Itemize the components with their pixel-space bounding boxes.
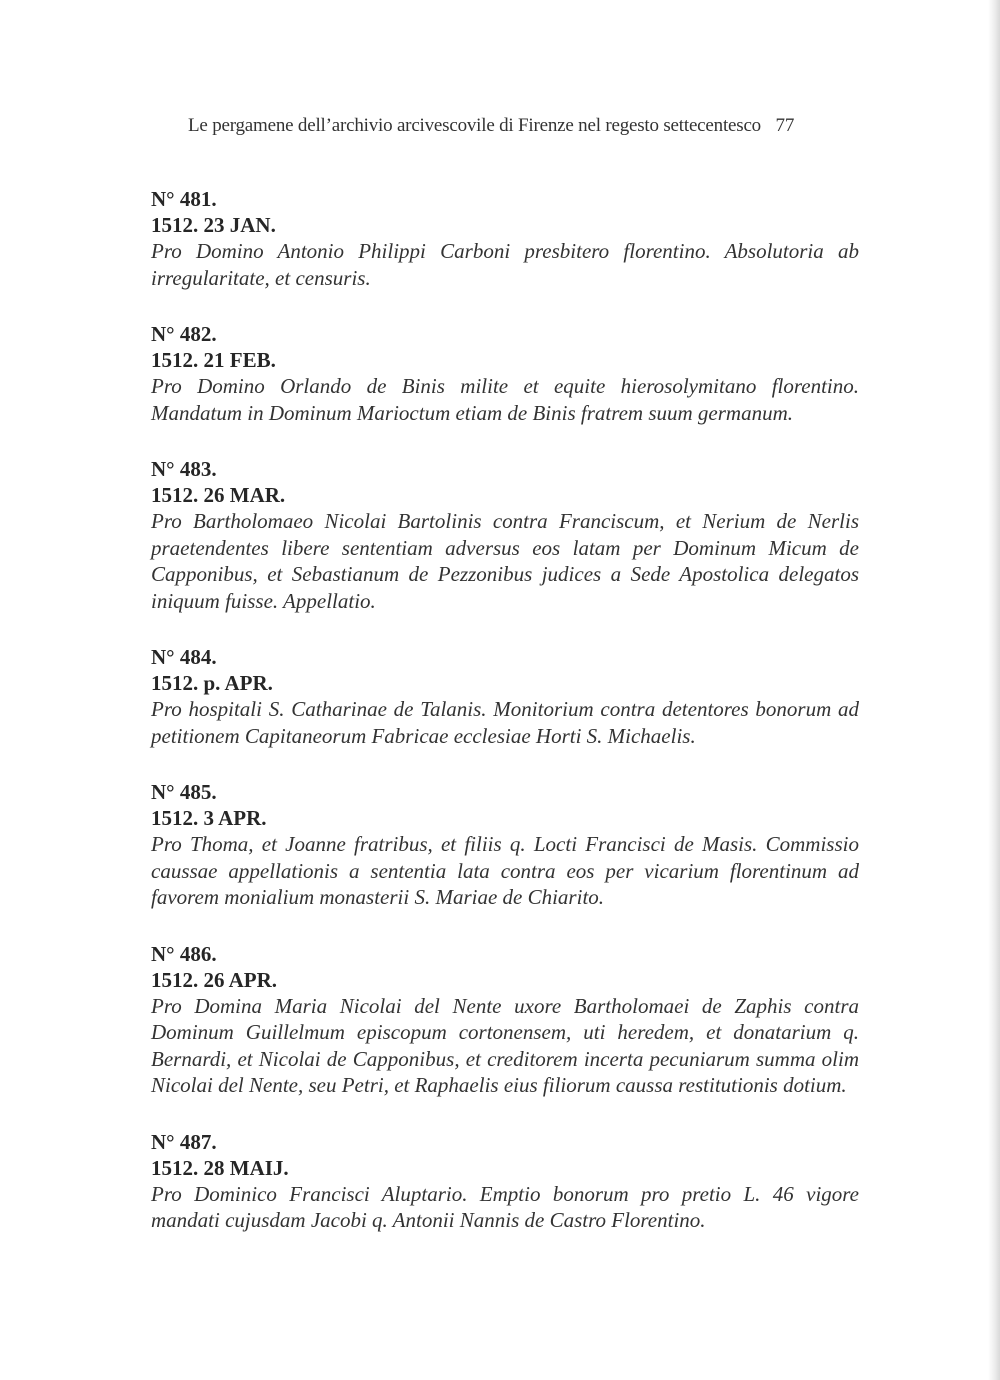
page-number: 77 bbox=[775, 115, 795, 136]
entry-486 bbox=[151, 941, 859, 1099]
entry-text: Pro Domino Antonio Philippi Carboni presbitero florentino. Absolutoria ab irregularitate, et censuris. bbox=[151, 239, 859, 290]
entry-number: N° 482. bbox=[151, 322, 217, 346]
entry-487 bbox=[151, 1129, 859, 1234]
entry-number: N° 483. bbox=[151, 457, 217, 481]
entry-date: 1512. p. APR. bbox=[151, 671, 273, 695]
entry-text: Pro hospitali S. Catharinae de Talanis. Monitorium contra detentores bonorum ad petitionem Capitaneorum Fabricae ecclesiae Horti S. Michaelis. bbox=[151, 697, 859, 748]
entry-482 bbox=[151, 321, 859, 426]
running-head-title: Le pergamene dell’archivio arcivescovile di Firenze nel regesto settecentesco bbox=[188, 115, 761, 136]
entry-date: 1512. 23 JAN. bbox=[151, 213, 276, 237]
entry-number: N° 485. bbox=[151, 780, 217, 804]
entry-text: Pro Domina Maria Nicolai del Nente uxore Bartholomaei de Zaphis contra Dominum Guillelmum episcopum cortonensem, uti heredem, et donatarium q. Bernardi, et Nicolai de Capponibus, et creditorem incerta pecuniarum summa olim Nicolai del Nente, seu Petri, et Raphaelis eius filiorum caussa restitutionis dotium. bbox=[151, 993, 859, 1097]
entry-number: N° 484. bbox=[151, 645, 217, 669]
entry-484 bbox=[151, 644, 859, 749]
entry-number: N° 487. bbox=[151, 1129, 217, 1154]
entry-text: Pro Domino Orlando de Binis milite et equite hierosolymitano florentino. Mandatum in Dominum Marioctum etiam de Binis fratrem suum germanum. bbox=[151, 374, 859, 425]
entry-date: 1512. 26 APR. bbox=[151, 967, 277, 992]
entry-number: N° 481. bbox=[151, 187, 217, 211]
entry-list bbox=[151, 186, 859, 1264]
entry-number: N° 486. bbox=[151, 941, 217, 966]
entry-text: Pro Thoma, et Joanne fratribus, et filiis q. Locti Francisci de Masis. Commissio caussae appellationis a sententia lata contra eos per vicarium florentinum ad favorem monialium monasterii S. Mariae de Chiarito. bbox=[151, 832, 859, 909]
entry-date: 1512. 21 FEB. bbox=[151, 348, 276, 372]
entry-date: 1512. 28 MAIJ. bbox=[151, 1155, 289, 1180]
entry-485 bbox=[151, 779, 859, 911]
entry-date: 1512. 26 MAR. bbox=[151, 483, 286, 507]
entry-481 bbox=[151, 186, 859, 291]
entry-date: 1512. 3 APR. bbox=[151, 806, 267, 830]
running-head bbox=[188, 115, 856, 137]
entry-483 bbox=[151, 456, 859, 614]
entry-text: Pro Bartholomaeo Nicolai Bartolinis contra Franciscum, et Nerium de Nerlis praetendentes libere sententiam adversus eos latam per Dominum Micum de Capponibus, et Sebastianum de Pezzonibus judices a Sede Apostolica delegatos iniquum fuisse. Appellatio. bbox=[151, 509, 859, 613]
entry-text: Pro Dominico Francisci Aluptario. Emptio bonorum pro pretio L. 46 vigore mandati cujusdam Jacobi q. Antonii Nannis de Castro Florentino. bbox=[151, 1181, 859, 1232]
page-edge-shadow bbox=[988, 0, 1000, 1380]
